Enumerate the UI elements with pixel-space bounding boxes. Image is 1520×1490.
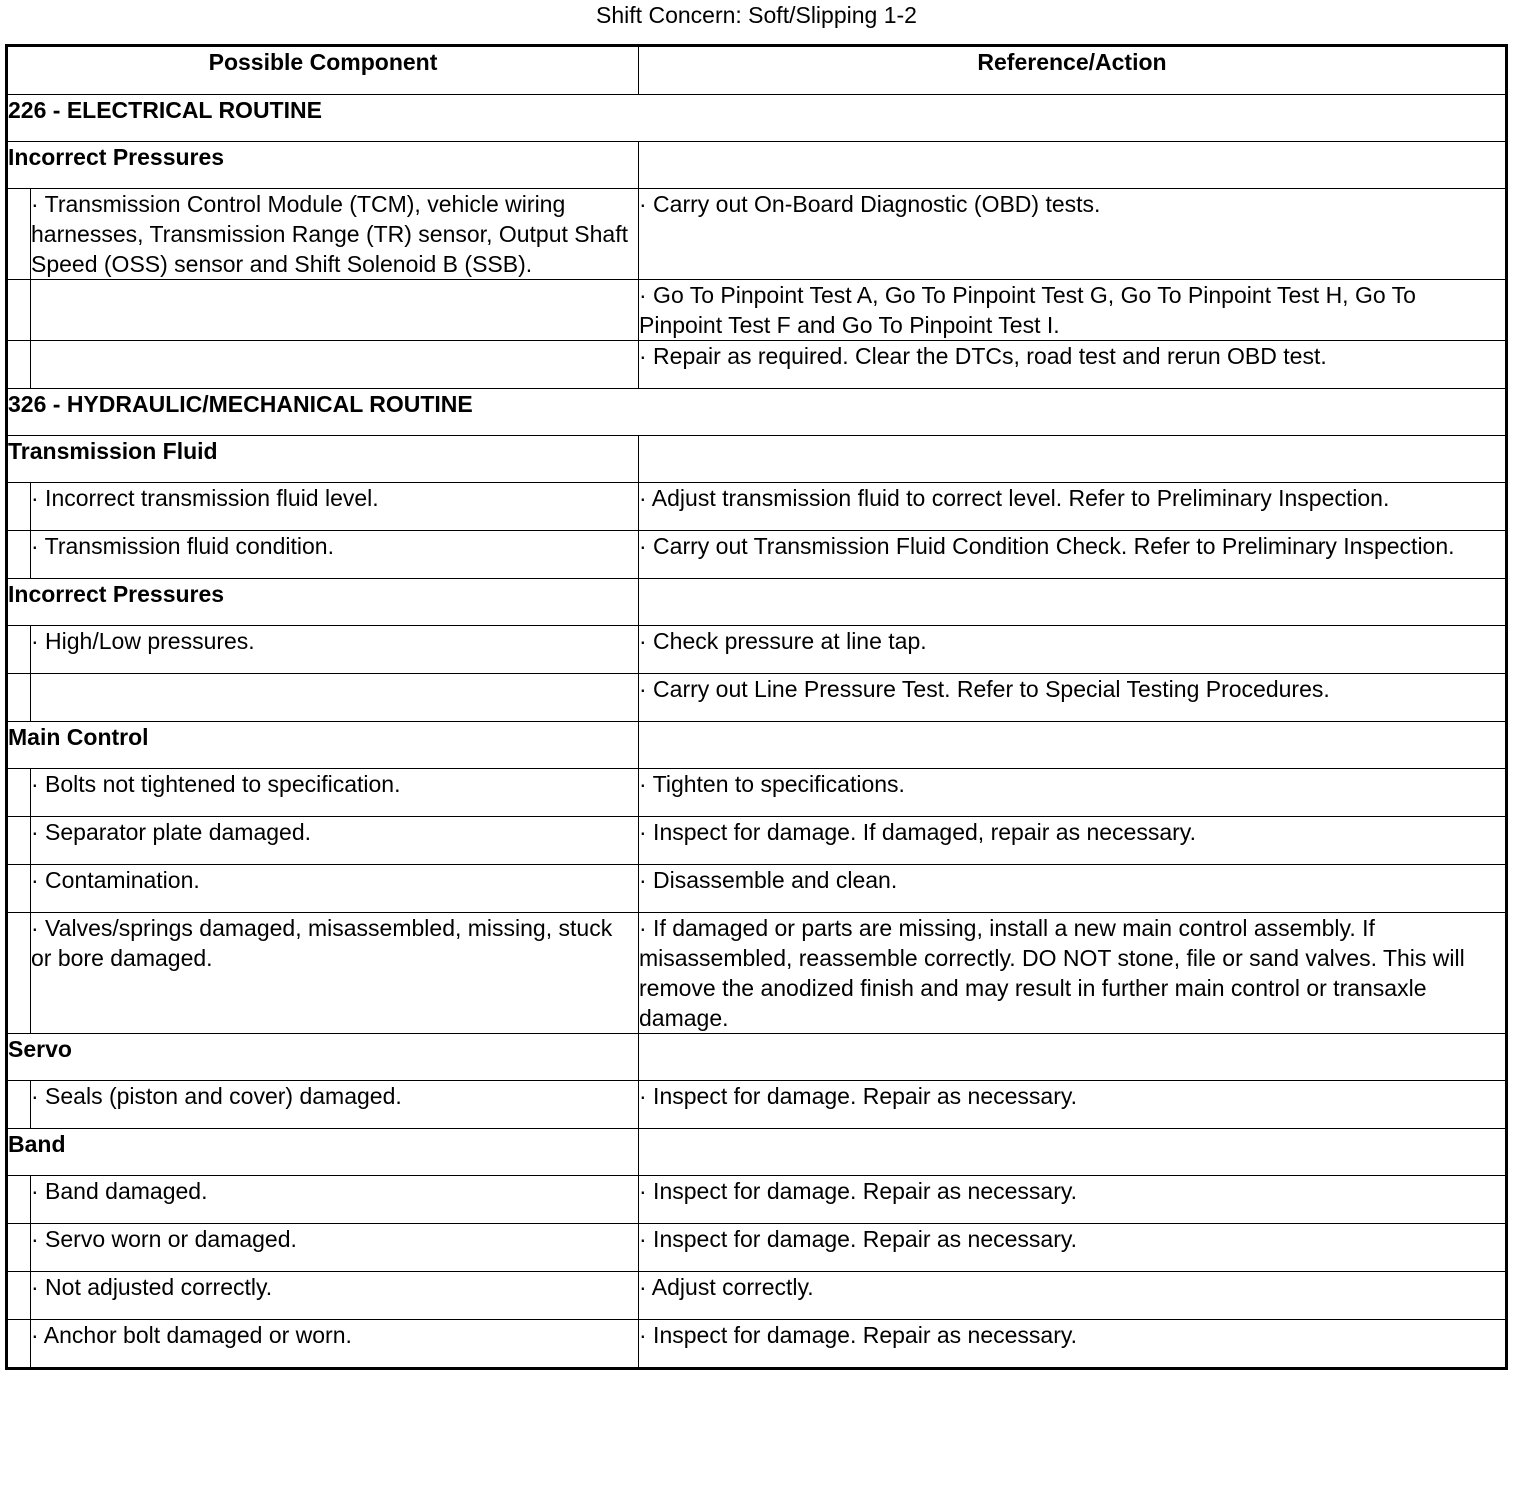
section-heading: 226 - ELECTRICAL ROUTINE (7, 95, 1507, 142)
action-cell: · Adjust transmission fluid to correct level. Refer to Preliminary Inspection. (639, 483, 1507, 531)
table-body (7, 95, 1507, 1369)
group-action-empty (639, 579, 1507, 626)
group-heading: Incorrect Pressures (7, 142, 639, 189)
table-row (7, 1272, 1507, 1320)
indent-cell (7, 1081, 31, 1129)
action-cell: · Carry out Line Pressure Test. Refer to Special Testing Procedures. (639, 674, 1507, 722)
component-cell: · Servo worn or damaged. (31, 1224, 639, 1272)
indent-cell (7, 817, 31, 865)
component-cell (31, 674, 639, 722)
header-row (7, 46, 1507, 95)
action-cell: · Inspect for damage. Repair as necessary. (639, 1176, 1507, 1224)
indent-cell (7, 341, 31, 389)
indent-cell (7, 280, 31, 341)
action-cell: · Check pressure at line tap. (639, 626, 1507, 674)
component-cell: · Transmission fluid condition. (31, 531, 639, 579)
action-cell: · Go To Pinpoint Test A, Go To Pinpoint Test G, Go To Pinpoint Test H, Go To Pinpoint Test F and Go To Pinpoint Test I. (639, 280, 1507, 341)
table-row (7, 674, 1507, 722)
action-cell: · Inspect for damage. Repair as necessary. (639, 1320, 1507, 1369)
action-cell: · Disassemble and clean. (639, 865, 1507, 913)
component-cell: · Seals (piston and cover) damaged. (31, 1081, 639, 1129)
action-cell: · Inspect for damage. Repair as necessary. (639, 1224, 1507, 1272)
indent-cell (7, 1224, 31, 1272)
indent-cell (7, 531, 31, 579)
component-cell: · Anchor bolt damaged or worn. (31, 1320, 639, 1369)
table-row (7, 865, 1507, 913)
column-header-component: Possible Component (7, 46, 639, 95)
table-row (7, 769, 1507, 817)
section-heading: 326 - HYDRAULIC/MECHANICAL ROUTINE (7, 389, 1507, 436)
indent-cell (7, 483, 31, 531)
diagnosis-table (5, 44, 1508, 1370)
group-row (7, 1034, 1507, 1081)
component-cell: · Not adjusted correctly. (31, 1272, 639, 1320)
component-cell: · Contamination. (31, 865, 639, 913)
group-row (7, 579, 1507, 626)
component-cell: · Incorrect transmission fluid level. (31, 483, 639, 531)
indent-cell (7, 674, 31, 722)
group-heading: Transmission Fluid (7, 436, 639, 483)
component-cell: · Valves/springs damaged, misassembled, missing, stuck or bore damaged. (31, 913, 639, 1034)
group-row (7, 436, 1507, 483)
table-row (7, 280, 1507, 341)
table-row (7, 531, 1507, 579)
indent-cell (7, 1176, 31, 1224)
table-row (7, 913, 1507, 1034)
component-cell: · Bolts not tightened to specification. (31, 769, 639, 817)
group-action-empty (639, 1034, 1507, 1081)
indent-cell (7, 865, 31, 913)
component-cell (31, 341, 639, 389)
page-title: Shift Concern: Soft/Slipping 1-2 (596, 2, 917, 28)
group-heading: Servo (7, 1034, 639, 1081)
group-action-empty (639, 142, 1507, 189)
action-cell: · Adjust correctly. (639, 1272, 1507, 1320)
table-row (7, 483, 1507, 531)
table-row (7, 189, 1507, 280)
component-cell: · High/Low pressures. (31, 626, 639, 674)
indent-cell (7, 1320, 31, 1369)
group-row (7, 1129, 1507, 1176)
group-action-empty (639, 722, 1507, 769)
action-cell: · Tighten to specifications. (639, 769, 1507, 817)
indent-cell (7, 769, 31, 817)
component-cell (31, 280, 639, 341)
section-row (7, 95, 1507, 142)
section-row (7, 389, 1507, 436)
column-header-action: Reference/Action (639, 46, 1507, 95)
component-cell: · Transmission Control Module (TCM), vehicle wiring harnesses, Transmission Range (TR) sensor, Output Shaft Speed (OSS) sensor and Shift Solenoid B (SSB). (31, 189, 639, 280)
group-action-empty (639, 1129, 1507, 1176)
action-cell: · Carry out Transmission Fluid Condition Check. Refer to Preliminary Inspection. (639, 531, 1507, 579)
table-row (7, 1320, 1507, 1369)
indent-cell (7, 626, 31, 674)
indent-cell (7, 913, 31, 1034)
table-row (7, 1176, 1507, 1224)
table-row (7, 341, 1507, 389)
table-row (7, 817, 1507, 865)
indent-cell (7, 189, 31, 280)
component-cell: · Separator plate damaged. (31, 817, 639, 865)
table-row (7, 626, 1507, 674)
group-row (7, 142, 1507, 189)
table-row (7, 1224, 1507, 1272)
group-action-empty (639, 436, 1507, 483)
action-cell: · Inspect for damage. If damaged, repair as necessary. (639, 817, 1507, 865)
component-cell: · Band damaged. (31, 1176, 639, 1224)
indent-cell (7, 1272, 31, 1320)
table-row (7, 1081, 1507, 1129)
action-cell: · Carry out On-Board Diagnostic (OBD) tests. (639, 189, 1507, 280)
action-cell: · Inspect for damage. Repair as necessary. (639, 1081, 1507, 1129)
group-row (7, 722, 1507, 769)
action-cell: · If damaged or parts are missing, install a new main control assembly. If misassembled, reassemble correctly. DO NOT stone, file or sand valves. This will remove the anodized finish and may result in further main control or transaxle damage. (639, 913, 1507, 1034)
group-heading: Incorrect Pressures (7, 579, 639, 626)
action-cell: · Repair as required. Clear the DTCs, road test and rerun OBD test. (639, 341, 1507, 389)
group-heading: Main Control (7, 722, 639, 769)
group-heading: Band (7, 1129, 639, 1176)
